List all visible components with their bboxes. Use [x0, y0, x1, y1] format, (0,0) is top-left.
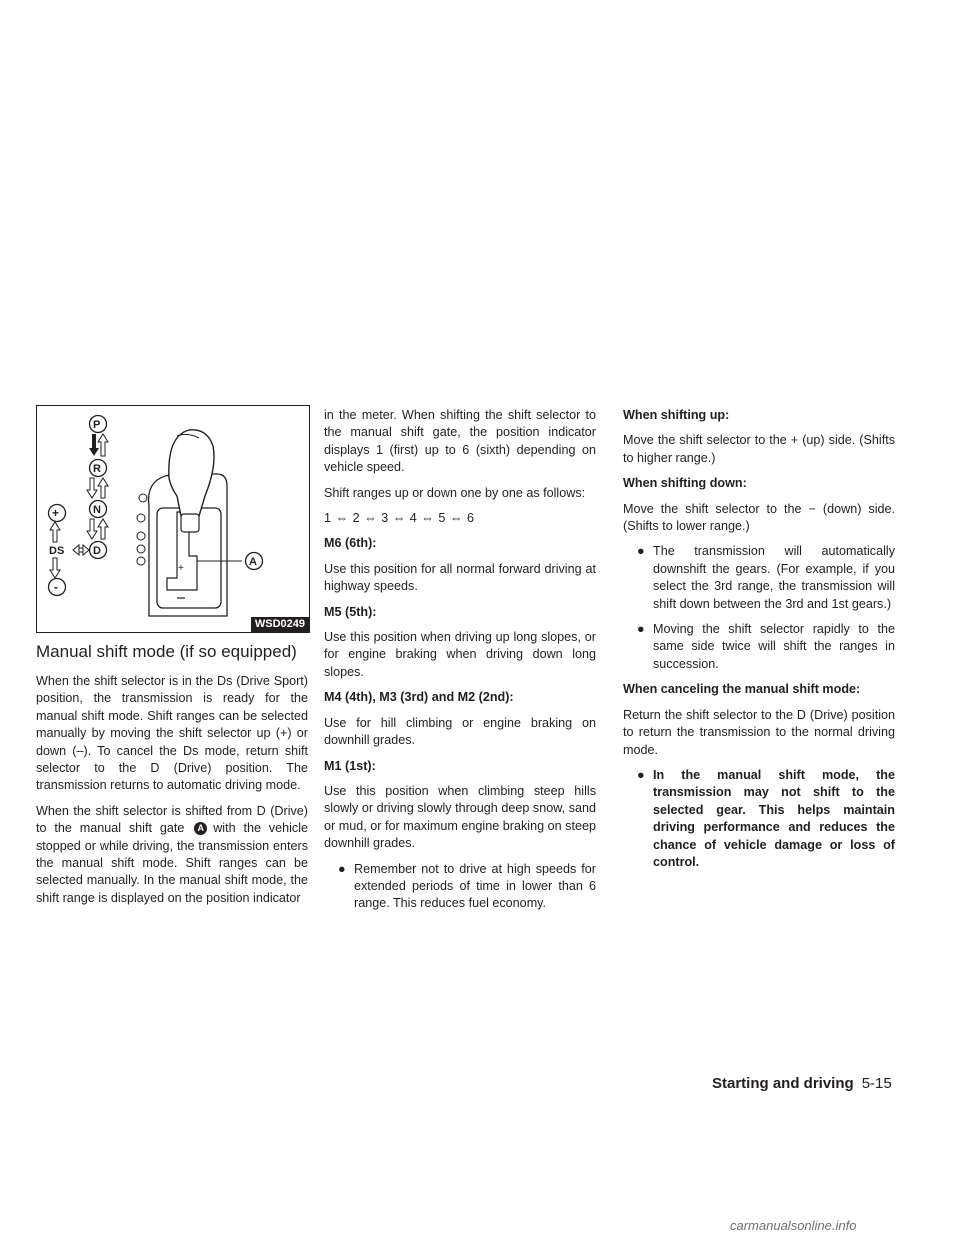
label-plus: +: [52, 506, 60, 520]
paragraph: Use this position when climbing steep hills slowly or driving slowly through deep snow, sand or mud, or for maximum engine braking on steep downhill grades.: [324, 783, 596, 851]
text-segment: with the vehicle stopped or while driving, the transmission enters the manual shift mode. Shift ranges can be selected manually. In the manual shift mode, the shift range is displayed on the position indicator: [36, 821, 309, 905]
paragraph: Return the shift selector to the D (Drive) position to return the transmission to the normal driving mode.: [623, 707, 895, 757]
footer-section: Starting and driving: [712, 1075, 854, 1092]
figure-id: WSD0249: [251, 617, 309, 632]
bullet-text: Moving the shift selector rapidly to the same side twice will shift the ranges in succession.: [653, 622, 895, 671]
bullet-item: [637, 543, 895, 613]
label-ds: DS: [49, 545, 65, 557]
text-segment: When the shift selector is shifted from D (Drive) to the manual shift gate: [36, 803, 308, 836]
svg-text:+: +: [178, 563, 184, 574]
paragraph: Use this position when driving up long slopes, or for engine braking when driving down long slopes.: [324, 630, 596, 679]
watermark: carmanualsonline.info: [730, 1218, 857, 1233]
paragraph-gate: [36, 803, 308, 907]
bullet-item: [637, 621, 895, 673]
column-2: [324, 407, 596, 921]
column-3: [623, 407, 895, 879]
heading-m5: M5 (5th):: [324, 604, 377, 619]
label-n: N: [93, 504, 101, 516]
bullet-text: Remember not to drive at high speeds for extended periods of time in lower than 6 range. This reduces fuel economy.: [354, 861, 596, 911]
marker-a-icon: A: [194, 822, 207, 835]
label-p: P: [93, 419, 101, 431]
label-d: D: [93, 545, 101, 557]
shift-selector-figure: [36, 405, 310, 633]
bullet-icon: ●: [637, 544, 645, 559]
paragraph: Move the shift selector to the − (down) side. (Shifts to lower range.): [623, 501, 895, 534]
bullet-text: The transmission will automatically downshift the gears. (For example, if you select the 3rd range, the transmission will shift down between the 3rd and 1st gears.): [653, 544, 895, 611]
bullet-item: [338, 861, 596, 913]
paragraph: Use this position for all normal forward driving at highway speeds.: [324, 561, 596, 594]
heading-canceling: When canceling the manual shift mode:: [623, 682, 861, 697]
column-1: [36, 405, 308, 915]
paragraph: Shift ranges up or down one by one as follows:: [324, 485, 586, 500]
bullet-item-warning: [637, 767, 895, 871]
bullet-icon: ●: [637, 622, 645, 637]
section-title: Manual shift mode (if so equipped): [36, 642, 297, 661]
heading-m4-m3-m2: M4 (4th), M3 (3rd) and M2 (2nd):: [324, 690, 514, 705]
heading-shifting-down: When shifting down:: [623, 476, 747, 491]
label-a: A: [249, 556, 257, 568]
heading-shifting-up: When shifting up:: [623, 408, 730, 422]
bullet-text: In the manual shift mode, the transmission may not shift to the selected gear. This helps maintain driving performance and reduces the chance of vehicle damage or loss of control.: [653, 767, 895, 869]
label-minus: -: [54, 580, 58, 594]
shift-sequence: 1 ⇔ 2 ⇔ 3 ⇔ 4 ⇔ 5 ⇔ 6: [324, 511, 475, 526]
page-footer: [712, 1075, 892, 1092]
heading-m1: M1 (1st):: [324, 758, 376, 773]
page-number: 5-15: [861, 1075, 892, 1092]
paragraph: Move the shift selector to the + (up) side. (Shifts to higher range.): [623, 433, 895, 465]
label-r: R: [93, 463, 101, 475]
paragraph: in the meter. When shifting the shift selector to the manual shift gate, the position indicator displays 1 (first) up to 6 (sixth) depending on vehicle speed.: [324, 408, 596, 475]
shift-selector-illustration: [37, 406, 309, 632]
bullet-icon: ●: [338, 861, 346, 876]
paragraph: Use for hill climbing or engine braking on downhill grades.: [324, 715, 596, 748]
heading-m6: M6 (6th):: [324, 536, 377, 551]
paragraph: When the shift selector is in the Ds (Drive Sport) position, the transmission is ready for the manual shift mode. Shift ranges can be selected manually by moving the shift selector up (+) or down (–). To cancel the Ds mode, return shift selector to the D (Drive) position. The transmission returns to automatic driving mode.: [36, 674, 308, 793]
bullet-icon: ●: [637, 767, 645, 782]
